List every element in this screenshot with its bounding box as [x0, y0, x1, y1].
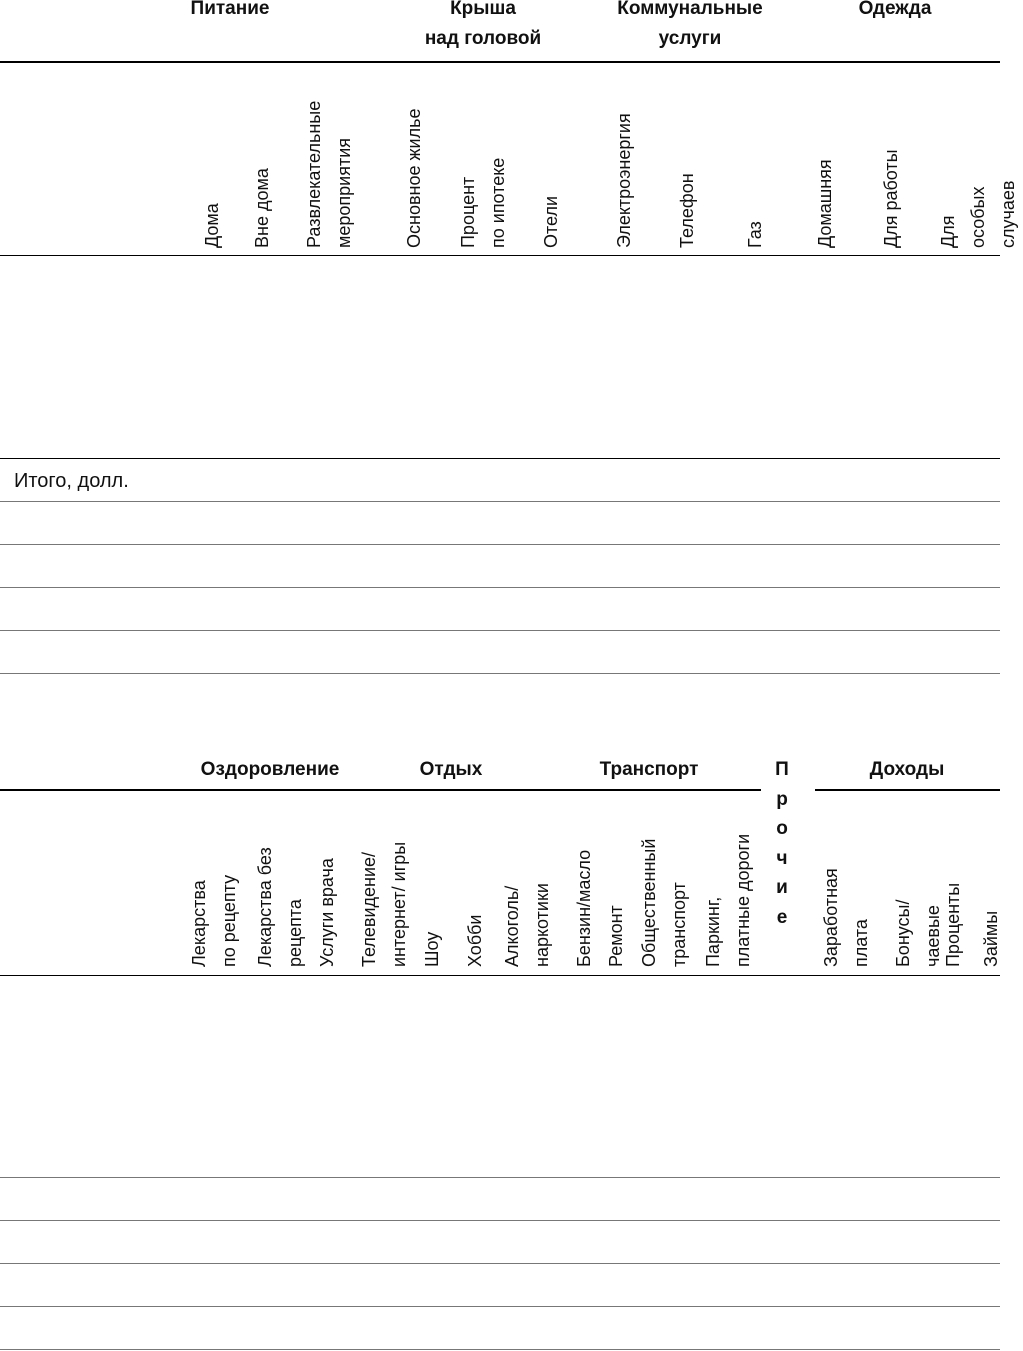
column-header-phone: Телефон	[677, 173, 697, 248]
header-bottom-rule	[0, 975, 1000, 976]
header-bottom-rule	[0, 255, 1000, 256]
group-header-income: Доходы	[869, 759, 945, 780]
column-header-work-clothes: Для работы	[881, 149, 901, 248]
column-header-prescription-drugs: Лекарства по рецепту	[189, 874, 239, 967]
column-header-tv-internet-games: Телевидение/ интернет/ игры	[359, 841, 409, 967]
column-header-electricity: Электроэнергия	[614, 113, 634, 248]
column-header-repair: Ремонт	[606, 905, 626, 967]
column-header-loans: Займы	[981, 910, 1001, 967]
entry-row-rule	[0, 501, 1000, 502]
group-header-clothing: Одежда	[858, 0, 932, 19]
column-header-alcohol-drugs: Алкоголь/ наркотики	[502, 883, 552, 967]
column-header-hotels: Отели	[541, 195, 561, 248]
total-top-rule	[0, 458, 1000, 459]
column-header-fuel-oil: Бензин/масло	[574, 849, 594, 967]
entry-row-rule	[0, 1220, 1000, 1221]
group-header-other: П р о ч и е	[775, 759, 789, 928]
entry-row-rule	[0, 630, 1000, 631]
column-header-shows: Шоу	[422, 931, 442, 967]
group-header-utilities: Коммунальные услуги	[617, 0, 763, 49]
column-header-parking-tolls: Паркинг, платные дороги	[703, 833, 753, 967]
column-header-doctor-services: Услуги врача	[317, 858, 337, 967]
column-header-interest: Проценты	[943, 882, 963, 967]
column-header-home-food: Дома	[202, 203, 222, 248]
column-header-entertainment: Развлекательные мероприятия	[304, 100, 354, 248]
entry-row-rule	[0, 587, 1000, 588]
header-top-rule-left	[0, 789, 761, 791]
column-header-special-clothes: Для особых случаев	[938, 180, 1018, 248]
group-header-housing: Крыша над головой	[424, 0, 542, 49]
column-header-otc-drugs: Лекарства без рецепта	[255, 847, 305, 967]
group-header-food: Питание	[190, 0, 270, 19]
entry-row-rule	[0, 1306, 1000, 1307]
group-header-leisure: Отдых	[419, 759, 483, 780]
column-header-bonuses-tips: Бонусы/чаевые	[893, 899, 943, 967]
entry-row-rule	[0, 1177, 1000, 1178]
column-header-eating-out: Вне дома	[252, 168, 272, 248]
column-header-home-clothes: Домашняя	[815, 159, 835, 248]
column-header-main-housing: Основное жилье	[404, 108, 424, 248]
column-header-mortgage-interest: Процент по ипотеке	[458, 157, 508, 248]
header-top-rule	[0, 61, 1000, 63]
entry-row-rule	[0, 544, 1000, 545]
header-top-rule-right	[815, 789, 1000, 791]
group-header-health: Оздоровление	[200, 759, 340, 780]
group-header-transport: Транспорт	[599, 759, 699, 780]
column-header-hobby: Хобби	[465, 914, 485, 967]
column-header-public-transport: Общественный транспорт	[639, 838, 689, 967]
column-header-gas: Газ	[745, 221, 765, 248]
total-row-label: Итого, долл.	[14, 470, 129, 492]
entry-row-rule	[0, 1349, 1000, 1350]
entry-row-rule	[0, 673, 1000, 674]
entry-row-rule	[0, 1263, 1000, 1264]
column-header-salary: Заработная плата	[821, 868, 871, 967]
